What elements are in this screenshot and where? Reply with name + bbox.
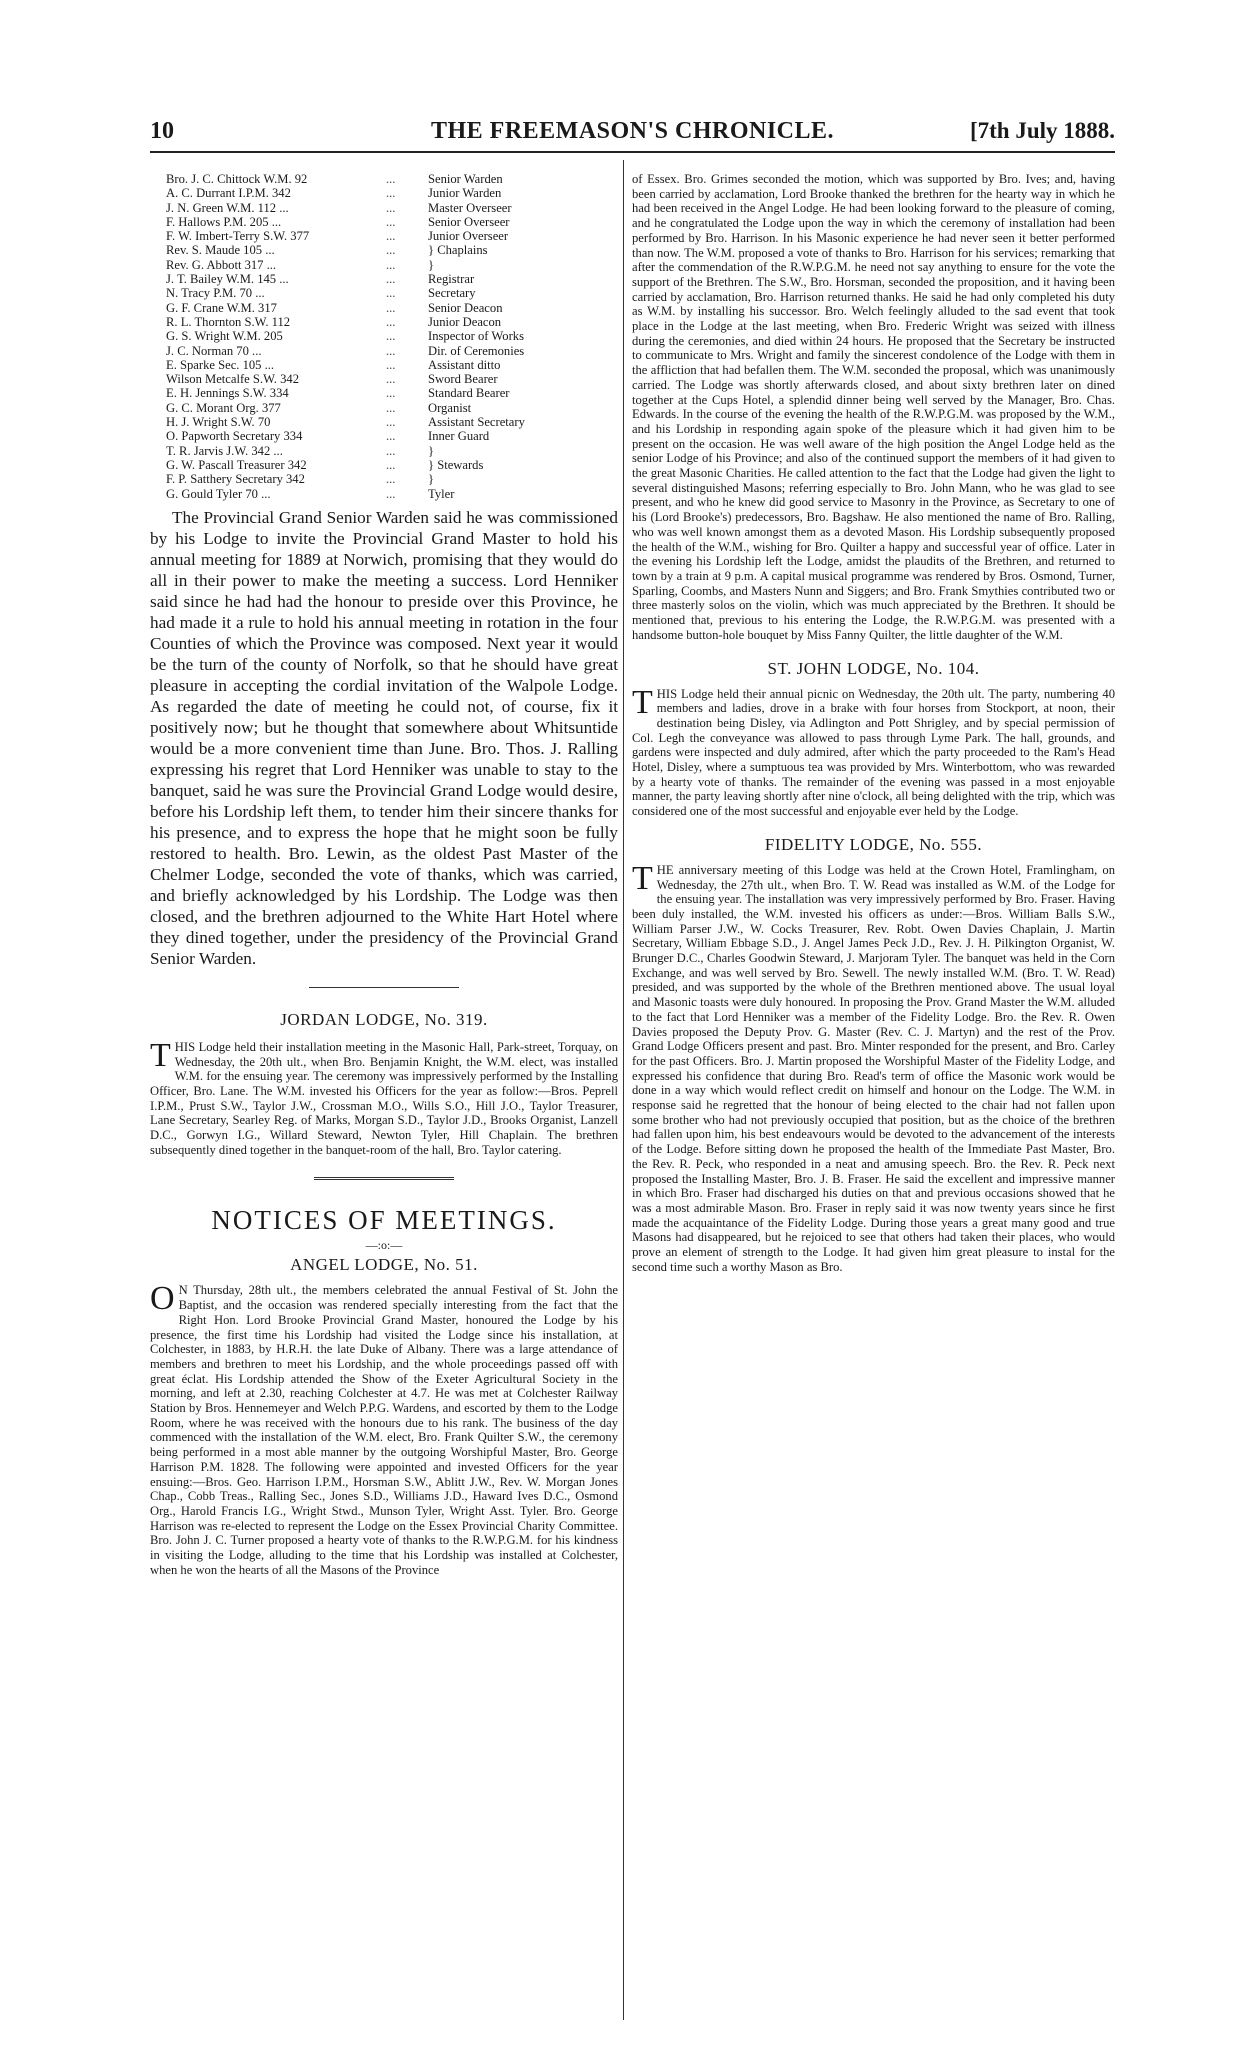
officer-row	[150, 243, 618, 257]
officer-row	[150, 301, 618, 315]
officer-row	[150, 401, 618, 415]
angel-lodge-heading: ANGEL LODGE, No. 51.	[290, 1255, 478, 1275]
jordan-lodge-report	[150, 1036, 618, 1158]
column-divider	[623, 160, 624, 2020]
leader-dots: ...	[386, 172, 396, 186]
officer-name: J. T. Bailey W.M. 145 ...	[166, 272, 289, 287]
officer-name: F. Hallows P.M. 205 ...	[166, 214, 282, 229]
angel-dropcap: O	[150, 1280, 175, 1318]
leader-dots: ...	[386, 200, 396, 215]
leader-dots: ...	[386, 272, 396, 287]
officer-office: Tyler	[428, 486, 455, 501]
officer-office: Secretary	[428, 286, 476, 301]
officer-office: Registrar	[428, 272, 475, 287]
officer-office: Inspector of Works	[428, 329, 524, 344]
fidelity-lodge-report	[632, 859, 1115, 1275]
leader-dots: ...	[386, 300, 396, 315]
officer-row	[150, 172, 618, 186]
officer-name: G. C. Morant Org. 377	[166, 400, 281, 415]
officer-office: Junior Warden	[428, 186, 502, 201]
leader-dots: ...	[386, 243, 396, 258]
leader-dots: ...	[386, 457, 396, 472]
header-rule	[150, 151, 1115, 153]
officer-row	[150, 315, 618, 329]
officer-office: Assistant ditto	[428, 357, 501, 372]
leader-dots: ...	[386, 214, 396, 229]
officer-row	[150, 229, 618, 243]
angel-lodge-report	[150, 1280, 618, 1577]
fidelity-lodge-heading: FIDELITY LODGE, No. 555.	[764, 834, 983, 854]
officer-office: } Stewards	[428, 457, 484, 472]
officer-row	[150, 272, 618, 286]
officer-row	[150, 487, 618, 501]
officer-name: R. L. Thornton S.W. 112	[166, 314, 291, 329]
leader-dots: ...	[386, 372, 396, 387]
jordan-lodge-heading: JORDAN LODGE, No. 319.	[280, 1009, 488, 1029]
notices-ornament: —:o:—	[365, 1238, 403, 1253]
officer-row	[150, 372, 618, 386]
officer-office: Junior Overseer	[428, 229, 509, 244]
officer-row	[150, 258, 618, 272]
officer-office: Assistant Secretary	[428, 415, 525, 430]
leader-dots: ...	[386, 386, 396, 401]
left-column	[150, 172, 618, 1578]
officer-name: T. R. Jarvis J.W. 342 ...	[166, 443, 283, 458]
officer-name: O. Papworth Secretary 334	[166, 429, 303, 444]
officer-row	[150, 386, 618, 400]
angel-lodge-text: N Thursday, 28th ult., the members celebrated the annual Festival of St. John the Baptist, and the occasion was rendered specially interesting from the fact that the Right Hon. Lord Brooke Provincial Grand Master, honoured the Lodge by his presence, the first time his Lordship had visited the Lodge since his installation, at Colchester, in 1883, by H.R.H. the late Duke of Albany. There was a large attendance of members and brethren to meet his Lordship, and the whole proceedings passed off with great éclat. His Lordship attended the Show of the Exeter Agricultural Society in the morning, and left at 2.30, reaching Colchester at 4.7. He was met at Colchester Railway Station by Bros. Hennemeyer and Welch P.P.G. Wardens, and escorted by them to the Lodge Room, where he was received with the honours due to his rank. The business of the day commenced with the installation of the W.M. elect, Bro. Frank Quilter S.W., the ceremony being performed in a most able manner by the outgoing Worshipful Master, Bro. George Harrison P.M. 1828. The following were appointed and invested Officers for the year ensuing:—Bros. Geo. Harrison I.P.M., Horsman S.W., Ablitt J.W., Rev. W. Morgan Jones Chap., Cobb Treas., Ralling Sec., Jones S.D., Williams J.D., Haward Ives D.C., Osmond Org., Harold Francis I.G., Wright Stwd., Munson Tyler, Wright Asst. Tyler. Bro. George Harrison was re-elected to represent the Lodge on the Essex Provincial Charity Committee. Bro. John J. C. Turner proposed a hearty vote of thanks to the R.W.P.G.M. for his kindness in visiting the Lodge, alluding to the time that his Lordship was installed at Colchester, when he won the hearts of all the Masons of the Province	[150, 1283, 618, 1577]
officer-name: J. C. Norman 70 ...	[166, 343, 262, 358]
officer-office: Senior Overseer	[428, 214, 510, 229]
masthead	[150, 118, 1115, 152]
officer-name: G. F. Crane W.M. 317	[166, 300, 277, 315]
officer-name: Wilson Metcalfe S.W. 342	[166, 372, 299, 387]
st-john-lodge-text: HIS Lodge held their annual picnic on Wednesday, the 20th ult. The party, numbering 40 members and ladies, drove in a brake with four horses from Stockport, at noon, their destination being Disley, via Adlington and Pott Shrigley, and by special permission of Col. Legh the conveyance was allowed to pass through Lyme Park. The hall, grounds, and gardens were inspected and duly admired, after which the party proceeded to the Ram's Head Hotel, Disley, where a sumptuous tea was provided by Mrs. Winterbottom, who was rewarded by a hearty vote of thanks. The remainder of the evening was passed in a most enjoyable manner, the party leaving shortly after nine o'clock, all being delighted with the trip, which was considered one of the most successful and enjoyable ever held by the Lodge.	[632, 686, 1115, 819]
officer-office: }	[428, 257, 435, 272]
leader-dots: ...	[386, 229, 396, 244]
officer-row	[150, 344, 618, 358]
officer-name: A. C. Durrant I.P.M. 342	[166, 186, 291, 201]
officer-name: F. P. Satthery Secretary 342	[166, 472, 305, 487]
officer-name: F. W. Imbert-Terry S.W. 377	[166, 229, 310, 244]
issue-date: [7th July 1888.	[969, 118, 1115, 143]
leader-dots: ...	[386, 400, 396, 415]
officer-row	[150, 458, 618, 472]
st-john-lodge-report	[632, 683, 1115, 819]
leader-dots: ...	[386, 415, 396, 430]
officer-row	[150, 472, 618, 486]
officer-office: Senior Warden	[428, 172, 503, 186]
leader-dots: ...	[386, 329, 396, 344]
officer-row	[150, 415, 618, 429]
officer-office: Dir. of Ceremonies	[428, 343, 525, 358]
officer-name: G. W. Pascall Treasurer 342	[166, 457, 307, 472]
officer-office: }	[428, 443, 435, 458]
leader-dots: ...	[386, 186, 396, 201]
st-john-dropcap: T	[632, 683, 653, 721]
officer-name: Rev. G. Abbott 317 ...	[166, 257, 277, 272]
officer-name: J. N. Green W.M. 112 ...	[166, 200, 289, 215]
officer-name: Rev. S. Maude 105 ...	[166, 243, 275, 258]
officer-office: Senior Deacon	[428, 300, 503, 315]
officer-row	[150, 201, 618, 215]
leader-dots: ...	[386, 486, 396, 501]
officer-name: Bro. J. C. Chittock W.M. 92	[166, 172, 308, 186]
fidelity-dropcap: T	[632, 859, 653, 897]
leader-dots: ...	[386, 314, 396, 329]
notices-heading: NOTICES OF MEETINGS.	[211, 1205, 557, 1236]
right-column	[632, 172, 1115, 1275]
officer-office: Inner Guard	[428, 429, 490, 444]
officer-row	[150, 429, 618, 443]
leader-dots: ...	[386, 257, 396, 272]
officer-name: G. Gould Tyler 70 ...	[166, 486, 271, 501]
officer-row	[150, 329, 618, 343]
officer-office: Standard Bearer	[428, 386, 510, 401]
leader-dots: ...	[386, 429, 396, 444]
officer-row	[150, 444, 618, 458]
jordan-lodge-text: HIS Lodge held their installation meeting in the Masonic Hall, Park-street, Torquay, on Wednesday, the 20th ult., when Bro. Benjamin Knight, the W.M. elect, was installed W.M. for the ensuing year. The ceremony was impressively performed by the Installing Officer, Bro. Lane. The W.M. invested his Officers for the year as follow:—Bros. Peprell I.P.M., Prust S.W., Taylor J.W., Crossman M.O., Wills S.O., Hill J.O., Taylor Treasurer, Lane Secretary, Searley Reg. of Marks, Morgan S.D., Taylor J.D., Brooks Organist, Lanzell D.C., Gorwyn I.G., Willard Steward, Newton Tyler, Hill Chaplain. The brethren subsequently dined together in the banquet-room of the hall, Bro. Taylor catering.	[150, 1039, 618, 1157]
officer-office: Organist	[428, 400, 472, 415]
newspaper-title: THE FREEMASON'S CHRONICLE.	[430, 118, 835, 144]
leader-dots: ...	[386, 343, 396, 358]
officer-office: }	[428, 472, 435, 487]
st-john-lodge-heading: ST. JOHN LODGE, No. 104.	[767, 658, 980, 678]
officers-list	[150, 172, 618, 501]
officer-name: E. Sparke Sec. 105 ...	[166, 357, 275, 372]
angel-lodge-continued: of Essex. Bro. Grimes seconded the motion, which was supported by Bro. Ives; and, having been carried by acclamation, Lord Brooke thanked the brethren for the hearty way in which he had been received in the Angel Lodge. He had been looking forward to the pleasure of coming, and he congratulated the Lodge upon the way in which the ceremony of installation had been performed by Bro. Harrison. In his Masonic experience he had never seen it better performed than now. The W.M. proposed a vote of thanks to Bro. Harrison for his services; remarking that after the commendation of the R.W.P.G.M. he need not say anything to ensure for the vote the support of the Brethren. The S.W., Bro. Horsman, seconded the proposition, and it having been carried by acclamation, Bro. Harrison returned thanks. He said he had only completed his duty as W.M. by installing his successor. Bro. Welch feelingly alluded to the sad event that took place in the Lodge at the last meeting, when Bro. Frederic Wright was seized with illness during the ceremonies, and died within 24 hours. He proposed that the Secretary be instructed to communicate to Mrs. Wright and family the sincerest condolence of the Lodge with them in the affliction that had befallen them. The W.M. seconded the proposal, which was unanimously carried. The Lodge was shortly afterwards closed, and about sixty brethren later on dined together at the Cups Hotel, a splendid dinner being well served by the Manager, Bro. Chas. Edwards. In the course of the evening the health of the R.W.P.G.M. was proposed by the W.M., and his Lordship in responding again spoke of the pleasure which it had given him to be present on the occasion. He was well aware of the high position the Angel Lodge held as the senior Lodge of his Province; and also of the continued support the members of it had given to the great Masonic Charities. He called attention to the fact that the Lodge had given the light to several distinguished Masons; referring especially to Bro. John Mann, who he was glad to see present, and who he knew did good service to Masonry in the Province, as Secretary to one of his (Lord Brooke's) predecessors, Bro. Bagshaw. He also mentioned the name of Bro. Ralling, who was well known amongst them as a devoted Mason. His Lordship subsequently proposed the health of the W.M., wishing for Bro. Quilter a happy and successful year of office. Later in the evening his Lordship left the Lodge, amidst the plaudits of the Brethren, and returned to town by a train at 9 p.m. A capital musical programme was rendered by Bros. Osmond, Turner, Sparling, Coombs, and Masters Nunn and Siggers; and Bro. Frank Smythies contributed two or three masterly solos on the violin, which was much appreciated by the Brethren. It should be mentioned that, previous to his entering the Lodge, the R.W.P.G.M. was presented with a handsome button-hole bouquet by Miss Fanny Quilter, the little daughter of the W.M.	[632, 172, 1115, 642]
leader-dots: ...	[386, 286, 396, 301]
officer-name: H. J. Wright S.W. 70	[166, 415, 271, 430]
officer-name: E. H. Jennings S.W. 334	[166, 386, 289, 401]
officer-name: G. S. Wright W.M. 205	[166, 329, 283, 344]
officer-row	[150, 358, 618, 372]
fidelity-lodge-text: HE anniversary meeting of this Lodge was held at the Crown Hotel, Framlingham, on Wednesday, the 27th ult., when Bro. T. W. Read was installed as W.M. of the Lodge for the ensuing year. The installation was very impressively performed by Bro. Fraser. Having been duly installed, the W.M. invested his officers as under:—Bros. William Balls S.W., William Parser J.W., W. Cocks Treasurer, Rev. Robt. Owen Davies Chaplain, J. Martin Secretary, William Ebbage S.D., J. Angel James Peck J.D., Rev. J. H. Pilkington Organist, W. Brunger D.C., Charles Goodwin Steward, J. Marjoram Tyler. The banquet was held in the Corn Exchange, and was well served by Bro. Sewell. The newly installed W.M. (Bro. T. W. Read) presided, and was supported by the whole of the Brethren mentioned above. The usual loyal and Masonic toasts were duly honoured. In proposing the Prov. Grand Master the W.M. alluded to the fact that Lord Henniker was a member of the Fidelity Lodge. Bro. the Rev. R. Owen Davies proposed the Deputy Prov. G. Master (Rev. C. J. Martyn) and the rest of the Prov. Grand Lodge Officers present and past. Bro. Minter responded for the present, and Bro. Carley for the past Officers. Bro. J. Martin proposed the Worshipful Master of the Fidelity Lodge, and expressed his confidence that during Bro. Read's term of office the Masonic work would be done in a way which would reflect credit on himself and honour on the Lodge. The W.M. in response said he regretted that the honour of being elected to the chair had not fallen upon some brother who had not previously occupied that position, but as the choice of the brethren had fallen upon him, his best endeavours would be devoted to the advancement of the interests of the Lodge. Before sitting down he proposed the health of the Immediate Past Master, Bro. the Rev. R. Peck, who responded in a neat and amusing speech. Bro. the Rev. R. Peck next proposed the Installing Master, Bro. J. B. Fraser. He said the excellent and impressive manner in which Bro. Fraser had discharged his duties on that and previous occasions showed that he was a most admirable Mason. Bro. Fraser in reply said it was now twenty years since he first made the acquaintance of the Fidelity Lodge. During those years a great many good and true Masons had disappeared, but he rejoiced to see that others had taken their places, who would prove an element of strength to the Lodge. It had given him great pleasure to instal for the second time such a worthy Mason as Bro.	[632, 862, 1115, 1274]
provincial-paragraph: The Provincial Grand Senior Warden said he was commissioned by his Lodge to invite the Provincial Grand Master to hold his annual meeting for 1889 at Norwich, promising that they would do all in their power to make the meeting a success. Lord Henniker said since he had had the honour to preside over this Province, he had made it a rule to hold his annual meeting in rotation in the four Counties of which the Province was composed. Next year it would be the turn of the county of Norfolk, so that he should have great pleasure in accepting the cordial invitation of the Walpole Lodge. As regarded the date of meeting he could not, of course, fix it positively now; but he thought that somewhere about Whitsuntide would be a more convenient time than June. Bro. Thos. J. Ralling expressing his regret that Lord Henniker was unable to stay to the banquet, said he was sure the Provincial Grand Lodge would desire, before his Lordship left them, to tender him their sincere thanks for his presence, and to express the hope that he might soon be fully restored to health. Bro. Lewin, as the oldest Past Master of the Chelmer Lodge, seconded the vote of thanks, which was carried, and briefly acknowledged by his Lordship. The Lodge was then closed, and the brethren adjourned to the White Hart Hotel where they dined together, under the presidency of the Provincial Grand Senior Warden.	[150, 507, 618, 968]
jordan-dropcap: T	[150, 1036, 171, 1074]
officer-row	[150, 215, 618, 229]
officer-office: Master Overseer	[428, 200, 512, 215]
leader-dots: ...	[386, 472, 396, 487]
officer-office: Junior Deacon	[428, 314, 502, 329]
officer-row	[150, 186, 618, 200]
page-number: 10	[150, 118, 174, 144]
officer-office: } Chaplains	[428, 243, 488, 258]
leader-dots: ...	[386, 443, 396, 458]
officer-row	[150, 286, 618, 300]
leader-dots: ...	[386, 357, 396, 372]
officer-name: N. Tracy P.M. 70 ...	[166, 286, 265, 301]
officer-office: Sword Bearer	[428, 372, 498, 387]
